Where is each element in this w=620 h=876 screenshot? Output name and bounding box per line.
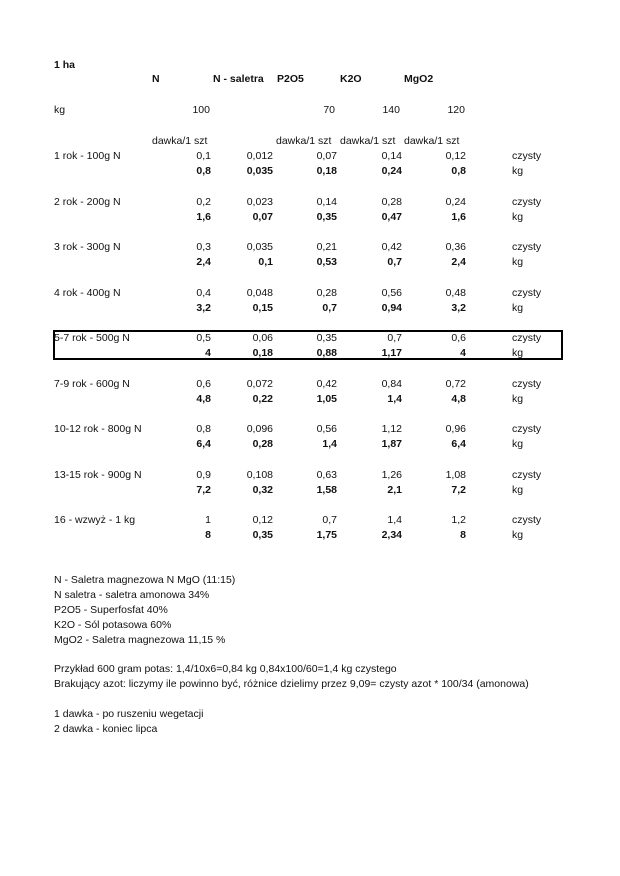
dose-cell: 0,56 [316,423,337,435]
kg-n: 100 [192,104,210,116]
dose-cell: 0,06 [252,332,273,344]
kg-cell: 1,4 [387,393,402,405]
dose-cell: 0,24 [445,196,466,208]
kg-cell: 1,87 [381,438,402,450]
dose-cell: 0,1 [196,150,211,162]
dose-cell: 0,035 [246,241,273,253]
header-mgo2: MgO2 [404,73,434,85]
kg-cell: 2,4 [196,256,211,268]
kg-cell: 0,7 [322,302,337,314]
kg-cell: 2,34 [381,529,402,541]
legend-line: P2O5 - Superfosfat 40% [54,604,168,616]
kg-cell: 7,2 [196,484,211,496]
kg-cell: 4,8 [451,393,466,405]
kg-cell: 0,18 [252,347,273,359]
dose-line: 1 dawka - po ruszeniu wegetacji [54,708,204,720]
dose-cell: 0,28 [316,287,337,299]
kg-cell: 2,1 [387,484,402,496]
kg-cell: 0,18 [316,165,337,177]
dose-cell: 0,096 [246,423,273,435]
unit-czysty: czysty [512,241,542,253]
dose-line: 2 dawka - koniec lipca [54,723,158,735]
unit-kg: kg [512,529,524,541]
kg-cell: 6,4 [196,438,211,450]
row-label: 1 rok - 100g N [54,150,121,162]
kg-cell: 1,75 [316,529,337,541]
row-label: 13-15 rok - 900g N [54,469,142,481]
kg-k2o: 140 [382,104,400,116]
kg-cell: 0,22 [252,393,273,405]
kg-cell: 0,7 [387,256,402,268]
kg-cell: 6,4 [451,438,466,450]
kg-cell: 7,2 [451,484,466,496]
dose-cell: 0,6 [451,332,466,344]
note-line: Przykład 600 gram potas: 1,4/10x6=0,84 kg 0,84x100/60=1,4 kg czystego [54,663,397,675]
kg-cell: 3,2 [451,302,466,314]
dose-cell: 0,42 [316,378,337,390]
kg-mgo2: 120 [447,104,465,116]
legend-line: K2O - Sól potasowa 60% [54,619,172,631]
note-line: Brakujący azot: liczymy ile powinno być, różnice dzielimy przez 9,09= czysty azot * 100/34 (amonowa) [54,678,529,690]
dose-cell: 0,42 [381,241,402,253]
kg-cell: 4 [460,347,466,359]
dose-cell: 0,07 [316,150,337,162]
unit-kg: kg [512,302,524,314]
dose-cell: 0,4 [196,287,211,299]
dose-cell: 0,108 [246,469,273,481]
unit-czysty: czysty [512,332,542,344]
dose-cell: 0,48 [445,287,466,299]
kg-cell: 3,2 [196,302,211,314]
unit-czysty: czysty [512,150,542,162]
legend-line: N - Saletra magnezowa N MgO (11:15) [54,574,236,586]
header-p2o5: P2O5 [277,73,304,85]
kg-cell: 1,17 [381,347,402,359]
kg-cell: 0,035 [246,165,273,177]
dose-cell: 0,023 [246,196,273,208]
dose-cell: 0,12 [252,514,273,526]
kg-cell: 1,6 [451,211,466,223]
kg-cell: 1,05 [316,393,337,405]
dose-cell: 1,08 [445,469,466,481]
dose-cell: 0,21 [316,241,337,253]
unit-czysty: czysty [512,378,542,390]
row-label: 16 - wzwyż - 1 kg [54,514,136,526]
dose-cell: 1,12 [381,423,402,435]
dose-cell: 0,048 [246,287,273,299]
kg-cell: 0,94 [381,302,402,314]
dawka-header-k2o: dawka/1 szt [340,135,396,147]
kg-cell: 0,28 [252,438,273,450]
unit-kg: kg [512,484,524,496]
dose-cell: 0,28 [381,196,402,208]
dose-cell: 0,9 [196,469,211,481]
row-label: 4 rok - 400g N [54,287,121,299]
dose-cell: 0,14 [316,196,337,208]
dose-cell: 0,36 [445,241,466,253]
dose-cell: 0,12 [445,150,466,162]
kg-p2o5: 70 [323,104,335,116]
kg-cell: 8 [460,529,466,541]
dose-cell: 0,2 [196,196,211,208]
dose-cell: 0,6 [196,378,211,390]
kg-cell: 1,4 [322,438,337,450]
dose-cell: 0,5 [196,332,211,344]
dawka-header-n: dawka/1 szt [152,135,208,147]
kg-label: kg [54,104,66,116]
dose-cell: 0,8 [196,423,211,435]
kg-cell: 1,6 [196,211,211,223]
header-saletra: N - saletra [213,73,264,85]
dose-cell: 0,63 [316,469,337,481]
row-label: 2 rok - 200g N [54,196,121,208]
unit-czysty: czysty [512,423,542,435]
dose-cell: 0,96 [445,423,466,435]
dose-cell: 0,84 [381,378,402,390]
legend-line: N saletra - saletra amonowa 34% [54,589,210,601]
dose-cell: 0,72 [445,378,466,390]
kg-cell: 0,53 [316,256,337,268]
header-n: N [152,73,160,85]
dose-cell: 0,56 [381,287,402,299]
row-label: 7-9 rok - 600g N [54,378,130,390]
kg-cell: 0,24 [381,165,402,177]
dose-cell: 0,7 [387,332,402,344]
dawka-header-p2o5: dawka/1 szt [276,135,332,147]
kg-cell: 8 [205,529,211,541]
kg-cell: 0,35 [252,529,273,541]
dose-cell: 0,072 [246,378,273,390]
dose-cell: 0,7 [322,514,337,526]
kg-cell: 2,4 [451,256,466,268]
kg-cell: 0,35 [316,211,337,223]
kg-cell: 0,15 [252,302,273,314]
unit-czysty: czysty [512,196,542,208]
kg-cell: 0,47 [381,211,402,223]
dose-cell: 1,4 [387,514,402,526]
kg-cell: 0,1 [258,256,273,268]
row-label: 3 rok - 300g N [54,241,121,253]
dose-cell: 0,012 [246,150,273,162]
kg-cell: 1,58 [316,484,337,496]
header-k2o: K2O [340,73,362,85]
dose-cell: 1,2 [451,514,466,526]
unit-czysty: czysty [512,514,542,526]
dose-cell: 0,35 [316,332,337,344]
unit-kg: kg [512,438,524,450]
unit-kg: kg [512,393,524,405]
dose-cell: 0,3 [196,241,211,253]
kg-cell: 0,8 [451,165,466,177]
unit-kg: kg [512,347,524,359]
unit-kg: kg [512,256,524,268]
area-label: 1 ha [54,59,76,71]
row-label: 5-7 rok - 500g N [54,332,130,344]
legend-line: MgO2 - Saletra magnezowa 11,15 % [54,634,226,646]
dose-cell: 1,26 [381,469,402,481]
dose-cell: 1 [205,514,211,526]
dose-cell: 0,14 [381,150,402,162]
unit-czysty: czysty [512,469,542,481]
kg-cell: 0,07 [252,211,273,223]
kg-cell: 4 [205,347,211,359]
kg-cell: 0,32 [252,484,273,496]
kg-cell: 0,8 [196,165,211,177]
kg-cell: 4,8 [196,393,211,405]
kg-cell: 0,88 [316,347,337,359]
unit-kg: kg [512,165,524,177]
row-label: 10-12 rok - 800g N [54,423,142,435]
unit-czysty: czysty [512,287,542,299]
unit-kg: kg [512,211,524,223]
dawka-header-mgo2: dawka/1 szt [404,135,460,147]
